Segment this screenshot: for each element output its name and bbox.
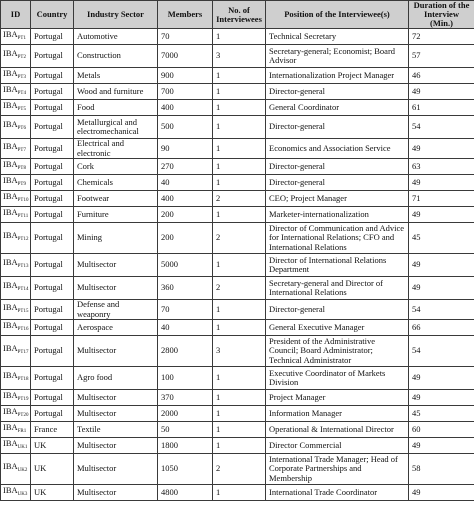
table-row	[1, 454, 474, 485]
cell-sector: Metals	[74, 68, 158, 84]
cell-id: $IBA_{PT12}$	[1, 223, 31, 254]
cell-country: Portugal	[31, 139, 74, 159]
cell-duration: 49	[409, 175, 474, 191]
header-country: Country	[31, 1, 74, 29]
cell-position: Director of International Relations Department	[266, 254, 409, 277]
cell-duration: 63	[409, 159, 474, 175]
cell-id: $IBA_{UK1}$	[1, 438, 31, 454]
cell-sector: Cork	[74, 159, 158, 175]
table-row	[1, 406, 474, 422]
cell-sector: Multisector	[74, 336, 158, 367]
cell-sector: Footwear	[74, 191, 158, 207]
cell-country: Portugal	[31, 223, 74, 254]
cell-id: $IBA_{PT16}$	[1, 320, 31, 336]
header-position: Position of the Interviewee(s)	[266, 1, 409, 29]
cell-members: 200	[158, 207, 213, 223]
cell-sector: Furniture	[74, 207, 158, 223]
cell-id: $IBA_{PT5}$	[1, 100, 31, 116]
cell-members: 900	[158, 68, 213, 84]
cell-duration: 61	[409, 100, 474, 116]
cell-duration: 54	[409, 116, 474, 139]
cell-interviewees: 1	[213, 300, 266, 320]
cell-members: 400	[158, 191, 213, 207]
cell-members: 1050	[158, 454, 213, 485]
cell-interviewees: 1	[213, 367, 266, 390]
cell-position: Director of Communication and Advice for International Relations; CFO and International Relations	[266, 223, 409, 254]
cell-sector: Multisector	[74, 485, 158, 501]
cell-sector: Automotive	[74, 29, 158, 45]
table-row	[1, 175, 474, 191]
cell-position: Director Commercial	[266, 438, 409, 454]
header-members: Members	[158, 1, 213, 29]
cell-country: Portugal	[31, 191, 74, 207]
cell-position: Director-general	[266, 159, 409, 175]
cell-id: $IBA_{PT2}$	[1, 45, 31, 68]
cell-country: Portugal	[31, 84, 74, 100]
cell-country: UK	[31, 454, 74, 485]
cell-sector: Multisector	[74, 254, 158, 277]
cell-duration: 45	[409, 223, 474, 254]
cell-id: $IBA_{PT10}$	[1, 191, 31, 207]
cell-id: $IBA_{PT17}$	[1, 336, 31, 367]
cell-members: 40	[158, 320, 213, 336]
cell-members: 90	[158, 139, 213, 159]
cell-sector: Aerospace	[74, 320, 158, 336]
table-row	[1, 68, 474, 84]
cell-position: Secretary-general and Director of International Relations	[266, 277, 409, 300]
cell-country: Portugal	[31, 367, 74, 390]
cell-position: CEO; Project Manager	[266, 191, 409, 207]
cell-members: 1800	[158, 438, 213, 454]
cell-duration: 54	[409, 300, 474, 320]
cell-sector: Defense and weaponry	[74, 300, 158, 320]
cell-sector: Multisector	[74, 406, 158, 422]
cell-id: $IBA_{UK2}$	[1, 454, 31, 485]
cell-position: Information Manager	[266, 406, 409, 422]
cell-id: $IBA_{FR1}$	[1, 422, 31, 438]
cell-id: $IBA_{PT3}$	[1, 68, 31, 84]
cell-interviewees: 1	[213, 116, 266, 139]
cell-sector: Multisector	[74, 454, 158, 485]
cell-position: Marketer-internationalization	[266, 207, 409, 223]
cell-sector: Mining	[74, 223, 158, 254]
cell-id: $IBA_{PT9}$	[1, 175, 31, 191]
cell-interviewees: 1	[213, 139, 266, 159]
cell-sector: Multisector	[74, 438, 158, 454]
cell-duration: 49	[409, 139, 474, 159]
cell-members: 2800	[158, 336, 213, 367]
cell-interviewees: 2	[213, 454, 266, 485]
cell-duration: 72	[409, 29, 474, 45]
cell-id: $IBA_{UK3}$	[1, 485, 31, 501]
cell-position: Economics and Association Service	[266, 139, 409, 159]
cell-interviewees: 1	[213, 422, 266, 438]
header-interviewees: No. of Interviewees	[213, 1, 266, 29]
cell-interviewees: 1	[213, 406, 266, 422]
cell-sector: Textile	[74, 422, 158, 438]
cell-duration: 49	[409, 254, 474, 277]
cell-position: Secretary-general; Economist; Board Advisor	[266, 45, 409, 68]
table-row	[1, 223, 474, 254]
cell-interviewees: 3	[213, 45, 266, 68]
cell-members: 40	[158, 175, 213, 191]
cell-members: 50	[158, 422, 213, 438]
cell-country: UK	[31, 438, 74, 454]
cell-country: Portugal	[31, 254, 74, 277]
cell-interviewees: 1	[213, 175, 266, 191]
cell-members: 360	[158, 277, 213, 300]
cell-country: Portugal	[31, 390, 74, 406]
cell-duration: 49	[409, 277, 474, 300]
table-row	[1, 300, 474, 320]
cell-id: $IBA_{PT13}$	[1, 254, 31, 277]
cell-country: Portugal	[31, 159, 74, 175]
table-row	[1, 277, 474, 300]
cell-members: 70	[158, 29, 213, 45]
cell-id: $IBA_{PT18}$	[1, 367, 31, 390]
cell-position: Project Manager	[266, 390, 409, 406]
cell-country: Portugal	[31, 116, 74, 139]
cell-duration: 60	[409, 422, 474, 438]
cell-interviewees: 2	[213, 191, 266, 207]
cell-members: 200	[158, 223, 213, 254]
table-row	[1, 422, 474, 438]
cell-sector: Metallurgical and electromechanical	[74, 116, 158, 139]
cell-duration: 54	[409, 336, 474, 367]
cell-country: Portugal	[31, 207, 74, 223]
cell-members: 4800	[158, 485, 213, 501]
cell-position: Executive Coordinator of Markets Division	[266, 367, 409, 390]
table-row	[1, 159, 474, 175]
cell-interviewees: 1	[213, 254, 266, 277]
cell-interviewees: 1	[213, 390, 266, 406]
cell-sector: Construction	[74, 45, 158, 68]
cell-sector: Multisector	[74, 277, 158, 300]
cell-sector: Agro food	[74, 367, 158, 390]
cell-interviewees: 1	[213, 485, 266, 501]
cell-duration: 49	[409, 390, 474, 406]
cell-interviewees: 1	[213, 29, 266, 45]
cell-id: $IBA_{PT20}$	[1, 406, 31, 422]
cell-interviewees: 1	[213, 68, 266, 84]
cell-members: 70	[158, 300, 213, 320]
cell-country: Portugal	[31, 45, 74, 68]
header-industry-sector: Industry Sector	[74, 1, 158, 29]
cell-members: 500	[158, 116, 213, 139]
cell-position: Technical Secretary	[266, 29, 409, 45]
cell-members: 400	[158, 100, 213, 116]
cell-position: Director-general	[266, 116, 409, 139]
table-row	[1, 320, 474, 336]
table-row	[1, 29, 474, 45]
cell-id: $IBA_{PT7}$	[1, 139, 31, 159]
cell-country: Portugal	[31, 68, 74, 84]
cell-duration: 57	[409, 45, 474, 68]
cell-duration: 58	[409, 454, 474, 485]
cell-members: 2000	[158, 406, 213, 422]
cell-position: General Executive Manager	[266, 320, 409, 336]
cell-position: General Coordinator	[266, 100, 409, 116]
cell-sector: Wood and furniture	[74, 84, 158, 100]
table-row	[1, 485, 474, 501]
cell-members: 700	[158, 84, 213, 100]
cell-interviewees: 1	[213, 159, 266, 175]
cell-id: $IBA_{PT11}$	[1, 207, 31, 223]
cell-duration: 66	[409, 320, 474, 336]
cell-position: International Trade Manager; Head of Corporate Partnerships and Membership	[266, 454, 409, 485]
cell-duration: 46	[409, 68, 474, 84]
cell-interviewees: 1	[213, 84, 266, 100]
cell-interviewees: 3	[213, 336, 266, 367]
cell-country: Portugal	[31, 406, 74, 422]
cell-interviewees: 2	[213, 277, 266, 300]
cell-id: $IBA_{PT6}$	[1, 116, 31, 139]
cell-interviewees: 1	[213, 207, 266, 223]
table-row	[1, 390, 474, 406]
table-row	[1, 100, 474, 116]
cell-duration: 45	[409, 406, 474, 422]
cell-interviewees: 1	[213, 320, 266, 336]
table-row	[1, 139, 474, 159]
cell-members: 7000	[158, 45, 213, 68]
cell-country: Portugal	[31, 175, 74, 191]
header-duration: Duration of the Interview (Min.)	[409, 1, 474, 29]
cell-duration: 49	[409, 84, 474, 100]
cell-duration: 49	[409, 207, 474, 223]
cell-duration: 71	[409, 191, 474, 207]
cell-position: Internationalization Project Manager	[266, 68, 409, 84]
cell-id: $IBA_{PT14}$	[1, 277, 31, 300]
cell-sector: Multisector	[74, 390, 158, 406]
cell-interviewees: 1	[213, 100, 266, 116]
cell-id: $IBA_{PT1}$	[1, 29, 31, 45]
cell-country: UK	[31, 485, 74, 501]
cell-position: Operational & International Director	[266, 422, 409, 438]
cell-country: France	[31, 422, 74, 438]
table-row	[1, 116, 474, 139]
cell-members: 270	[158, 159, 213, 175]
cell-sector: Chemicals	[74, 175, 158, 191]
cell-country: Portugal	[31, 29, 74, 45]
cell-id: $IBA_{PT19}$	[1, 390, 31, 406]
table-row	[1, 336, 474, 367]
cell-country: Portugal	[31, 320, 74, 336]
cell-duration: 49	[409, 367, 474, 390]
cell-sector: Food	[74, 100, 158, 116]
cell-position: President of the Administrative Council; Board Administrator; Technical Administrator	[266, 336, 409, 367]
table-row	[1, 438, 474, 454]
cell-id: $IBA_{PT8}$	[1, 159, 31, 175]
header-id: ID	[1, 1, 31, 29]
table-row	[1, 254, 474, 277]
cell-id: $IBA_{PT4}$	[1, 84, 31, 100]
cell-country: Portugal	[31, 300, 74, 320]
cell-interviewees: 1	[213, 438, 266, 454]
table-row	[1, 367, 474, 390]
cell-sector: Electrical and electronic	[74, 139, 158, 159]
table-row	[1, 191, 474, 207]
table-row	[1, 207, 474, 223]
cell-country: Portugal	[31, 277, 74, 300]
cell-position: International Trade Coordinator	[266, 485, 409, 501]
cell-country: Portugal	[31, 100, 74, 116]
cell-position: Director-general	[266, 300, 409, 320]
cell-duration: 49	[409, 485, 474, 501]
cell-members: 100	[158, 367, 213, 390]
table-row	[1, 45, 474, 68]
cell-members: 370	[158, 390, 213, 406]
cell-duration: 49	[409, 438, 474, 454]
cell-position: Director-general	[266, 84, 409, 100]
cell-id: $IBA_{PT15}$	[1, 300, 31, 320]
cell-country: Portugal	[31, 336, 74, 367]
header-row	[1, 1, 474, 29]
cell-interviewees: 2	[213, 223, 266, 254]
cell-members: 5000	[158, 254, 213, 277]
table-row	[1, 84, 474, 100]
cell-position: Director-general	[266, 175, 409, 191]
